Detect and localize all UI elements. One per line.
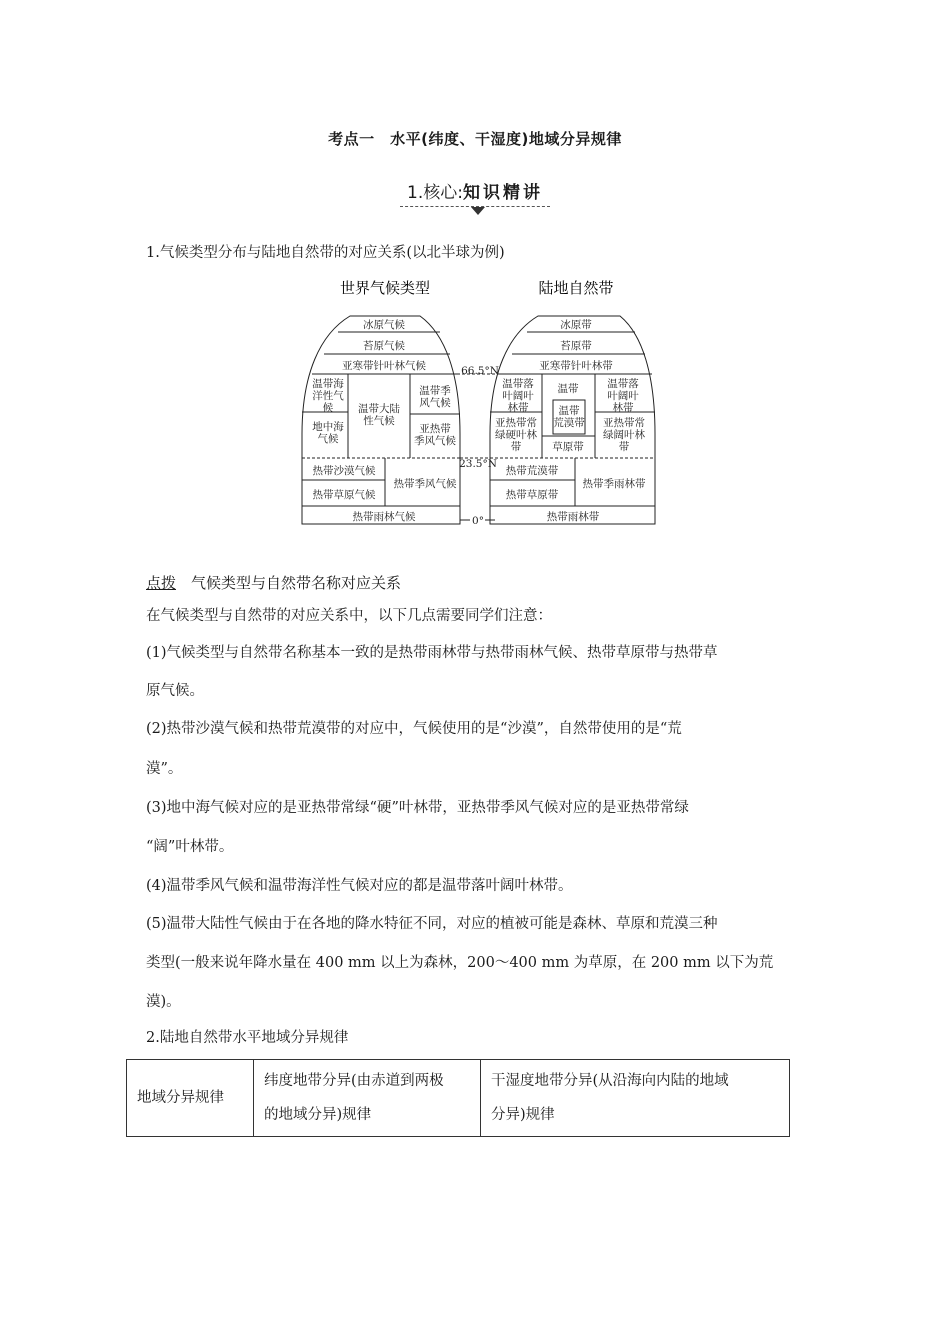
climate-temp-continental-1: 温带大陆 — [358, 403, 400, 415]
zone-sub-sclerophyll-1: 亚热带常 — [495, 417, 537, 429]
climate-temp-continental-2: 性气候 — [363, 415, 395, 427]
table-cell-moisture — [481, 1060, 790, 1137]
paragraph-2a: (2)热带沙漠气候和热带荒漠带的对应中，气候使用的是“沙漠”，自然带使用的是“荒 — [146, 721, 682, 737]
zone-grassland: 草原带 — [552, 441, 584, 453]
tip-text: 气候类型与自然带名称对应关系 — [176, 574, 402, 592]
table-header-cell: 地域分异规律 — [127, 1060, 254, 1137]
zone-tundra: 苔原带 — [560, 340, 592, 352]
paragraph-5c: 漠)。 — [146, 994, 181, 1010]
tip-line — [146, 572, 401, 594]
paragraph-4: (4)温带季风气候和温带海洋性气候对应的都是温带落叶阔叶林带。 — [146, 878, 573, 894]
zone-taiga: 亚寒带针叶林带 — [539, 360, 613, 372]
table-row — [127, 1060, 790, 1137]
zone-temp-deciduous-left-1: 温带落 — [502, 378, 534, 390]
item1-title: 1.气候类型分布与陆地自然带的对应关系(以北半球为例) — [146, 245, 505, 261]
zone-sub-sclerophyll-3: 带 — [510, 441, 522, 453]
paragraph-3a: (3)地中海气候对应的是亚热带常绿“硬”叶林带，亚热带季风气候对应的是亚热带常绿 — [146, 800, 689, 816]
lat-66-5: 66.5°N — [461, 365, 499, 377]
zone-temp-grass: 温带 — [557, 383, 579, 395]
right-caption: 陆地自然带 — [538, 279, 614, 297]
table-cell-latitudinal — [254, 1060, 481, 1137]
lat-0: 0° — [472, 515, 484, 527]
climate-tundra: 苔原气候 — [363, 340, 405, 352]
zone-temp-deciduous-left-2: 叶阔叶 — [502, 390, 534, 402]
paragraph-1b: 原气候。 — [146, 683, 204, 699]
climate-temp-monsoon-1: 温带季 — [419, 385, 451, 397]
table-cell-latitudinal-line1: 纬度地带分异(由赤道到两极 — [264, 1073, 444, 1089]
zone-sub-broadleaf-2: 绿阔叶林 — [603, 429, 645, 441]
climate-temp-maritime-2: 洋性气 — [312, 390, 344, 402]
zone-temp-deciduous-left-3: 林带 — [507, 402, 529, 414]
climate-ice: 冰原气候 — [363, 319, 405, 331]
paragraph-1a: (1)气候类型与自然带名称基本一致的是热带雨林带与热带雨林气候、热带草原带与热带草 — [146, 645, 718, 661]
left-caption: 世界气候类型 — [339, 279, 431, 297]
paragraph-2b: 漠”。 — [146, 761, 183, 777]
zone-temp-deciduous-right-1: 温带落 — [607, 378, 639, 390]
climate-mediterranean-1: 地中海 — [312, 421, 344, 433]
section-number: 1.核心: — [407, 183, 463, 203]
paragraph-intro: 在气候类型与自然带的对应关系中，以下几点需要同学们注意： — [146, 608, 552, 624]
zone-temp-desert-2: 荒漠带 — [553, 417, 585, 429]
zone-trop-savanna: 热带草原带 — [505, 489, 559, 501]
paragraph-5b: 类型(一般来说年降水量在 400 mm 以上为森林，200～400 mm 为草原，在 200 mm 以下为荒 — [146, 955, 774, 971]
climate-mediterranean-2: 气候 — [317, 433, 339, 445]
climate-temp-maritime-3: 候 — [322, 402, 334, 414]
climate-trop-monsoon: 热带季风气候 — [393, 478, 457, 490]
paragraph-5a: (5)温带大陆性气候由于在各地的降水特征不同，对应的植被可能是森林、草原和荒漠三种 — [146, 916, 718, 932]
climate-subarctic: 亚寒带针叶林气候 — [342, 360, 426, 372]
zone-temp-deciduous-right-3: 林带 — [612, 402, 634, 414]
item2-title: 2.陆地自然带水平地域分异规律 — [146, 1030, 349, 1046]
zone-sub-broadleaf-3: 带 — [618, 441, 630, 453]
climate-subtrop-monsoon-2: 季风气候 — [414, 435, 456, 447]
zone-sub-broadleaf-1: 亚热带常 — [603, 417, 645, 429]
zone-ice: 冰原带 — [560, 319, 592, 331]
zone-trop-desert: 热带荒漠带 — [505, 465, 559, 477]
zone-temp-desert-1: 温带 — [558, 405, 580, 417]
zone-trop-monsoon-forest: 热带季雨林带 — [582, 478, 646, 490]
table-cell-moisture-line2: 分异)规律 — [491, 1107, 555, 1123]
zone-temp-deciduous-right-2: 叶阔叶 — [607, 390, 639, 402]
tip-label: 点拨 — [146, 574, 177, 592]
climate-trop-desert: 热带沙漠气候 — [312, 465, 376, 477]
climate-trop-rainforest: 热带雨林气候 — [352, 511, 416, 523]
heading-arrow-icon — [471, 207, 485, 215]
table-cell-moisture-line1: 干湿度地带分异(从沿海向内陆的地域 — [491, 1073, 729, 1089]
section-heading — [0, 178, 950, 203]
climate-trop-savanna: 热带草原气候 — [312, 489, 376, 501]
climate-temp-monsoon-2: 风气候 — [419, 397, 451, 409]
climate-zone-diagram — [290, 274, 670, 532]
climate-temp-maritime-1: 温带海 — [312, 378, 344, 390]
paragraph-3b: “阔”叶林带。 — [146, 839, 234, 855]
zone-trop-rainforest: 热带雨林带 — [546, 511, 600, 523]
page-title: 考点一 水平(纬度、干湿度)地域分异规律 — [328, 130, 622, 148]
zone-sub-sclerophyll-2: 绿硬叶林 — [495, 429, 537, 441]
lat-23-5: 23.5°N — [459, 458, 497, 470]
zonal-rule-table — [126, 1059, 790, 1137]
section-label: 知识精讲 — [462, 183, 543, 203]
table-cell-latitudinal-line2: 的地域分异)规律 — [264, 1107, 372, 1123]
climate-subtrop-monsoon-1: 亚热带 — [419, 423, 451, 435]
